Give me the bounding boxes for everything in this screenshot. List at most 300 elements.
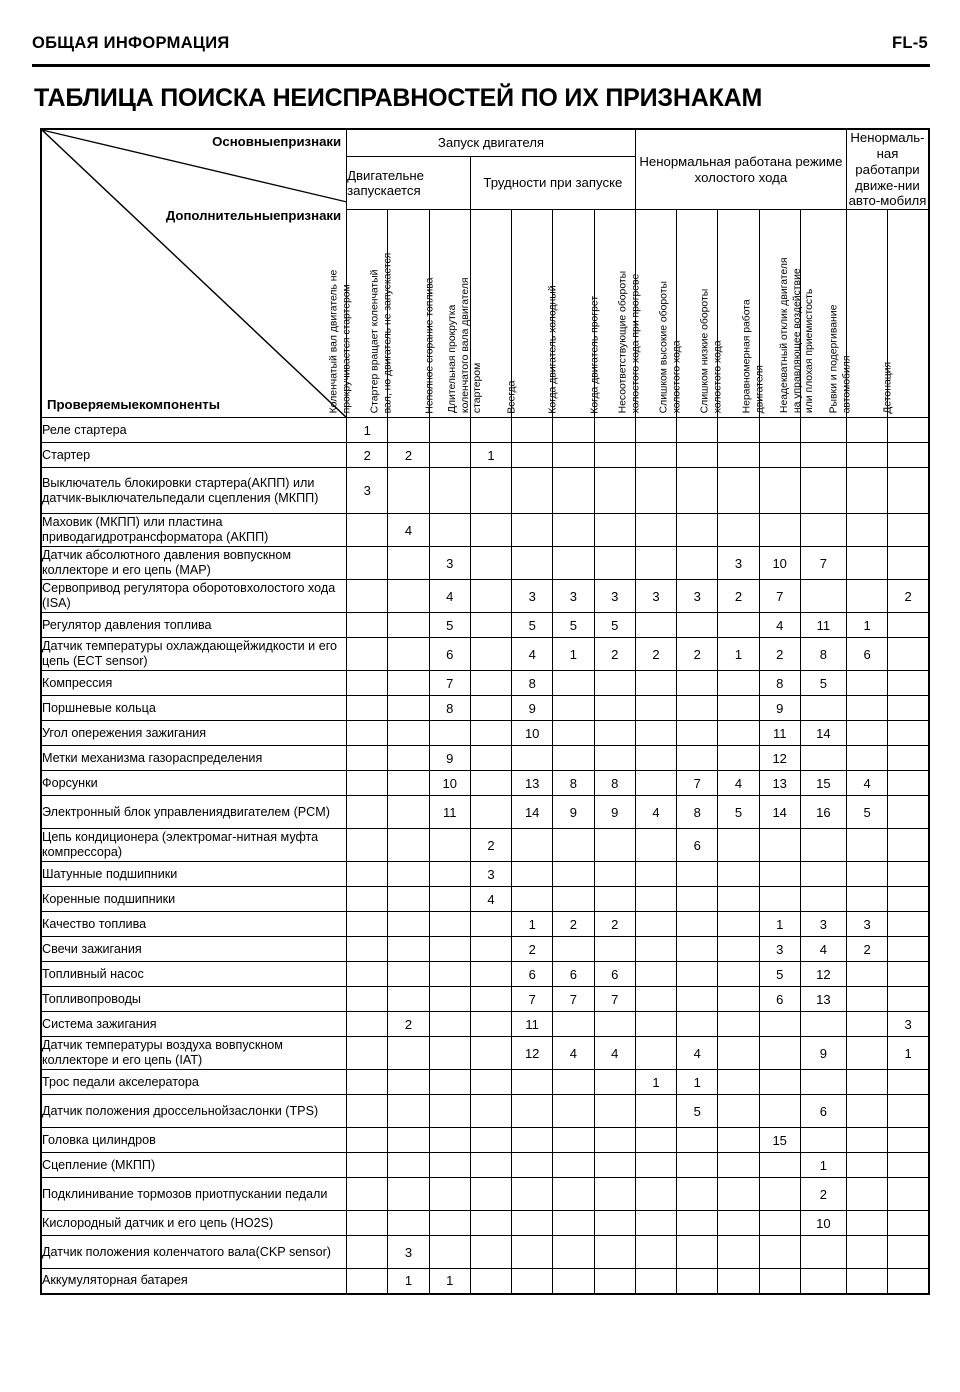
priority-cell [512,443,553,468]
priority-cell [718,696,759,721]
priority-cell: 5 [429,613,470,638]
header-row-groups [41,129,929,157]
priority-cell [594,1178,635,1211]
priority-cell [553,746,594,771]
priority-cell: 13 [759,771,800,796]
priority-cell [888,638,929,671]
priority-cell: 7 [759,580,800,613]
priority-cell: 1 [800,1153,846,1178]
priority-cell [429,987,470,1012]
priority-cell [470,937,511,962]
symptom-column-header-6 [547,210,594,418]
priority-cell [635,443,676,468]
priority-cell [677,418,718,443]
priority-cell [347,514,388,547]
priority-cell: 14 [800,721,846,746]
priority-cell [553,829,594,862]
priority-cell [888,829,929,862]
priority-cell [512,1153,553,1178]
priority-cell [888,1236,929,1269]
priority-cell [888,443,929,468]
priority-cell [470,912,511,937]
priority-cell [888,987,929,1012]
priority-cell: 3 [759,937,800,962]
symptom-column-label: Рывки и подергивание автомобиля [828,304,853,414]
priority-cell [759,1178,800,1211]
priority-cell: 5 [553,613,594,638]
priority-cell [888,1178,929,1211]
priority-cell [512,746,553,771]
priority-cell: 3 [718,547,759,580]
priority-cell [718,468,759,514]
priority-cell [388,887,429,912]
priority-cell [759,862,800,887]
priority-cell: 1 [718,638,759,671]
priority-cell: 2 [512,937,553,962]
priority-cell [635,862,676,887]
component-label: Шатунные подшипники [41,862,347,887]
priority-cell [388,1211,429,1236]
page-number: FL-5 [891,34,928,52]
priority-cell [470,771,511,796]
priority-cell [347,1211,388,1236]
priority-cell [553,1211,594,1236]
priority-cell [718,937,759,962]
priority-cell [470,468,511,514]
priority-cell [800,1236,846,1269]
priority-cell [677,514,718,547]
table-row [41,671,929,696]
priority-cell [594,721,635,746]
table-row [41,987,929,1012]
component-label: Датчик положения коленчатого вала(CKP sensor) [41,1236,347,1269]
priority-cell [512,829,553,862]
priority-cell [553,418,594,443]
priority-cell [594,829,635,862]
priority-cell: 2 [470,829,511,862]
priority-cell [470,671,511,696]
priority-cell: 4 [512,638,553,671]
priority-cell [846,696,887,721]
priority-cell: 2 [718,580,759,613]
priority-cell [470,1178,511,1211]
priority-cell [677,696,718,721]
component-label: Выключатель блокировки стартера(АКПП) или датчик-выключательпедали сцепления (МКПП) [41,468,347,514]
priority-cell [429,1012,470,1037]
priority-cell [512,1178,553,1211]
priority-cell: 7 [512,987,553,1012]
priority-cell [759,1012,800,1037]
priority-cell: 3 [388,1236,429,1269]
priority-cell: 4 [388,514,429,547]
priority-cell [553,721,594,746]
priority-cell: 13 [800,987,846,1012]
component-label: Реле стартера [41,418,347,443]
priority-cell: 1 [512,912,553,937]
priority-cell [347,1037,388,1070]
priority-cell [846,962,887,987]
priority-cell: 14 [759,796,800,829]
priority-cell [512,887,553,912]
priority-cell: 6 [677,829,718,862]
priority-cell [347,771,388,796]
priority-cell: 9 [512,696,553,721]
priority-cell [470,1095,511,1128]
priority-cell [800,746,846,771]
priority-cell [553,862,594,887]
priority-cell [759,468,800,514]
priority-cell [677,443,718,468]
priority-cell [635,1128,676,1153]
priority-cell [429,962,470,987]
priority-cell: 6 [594,962,635,987]
priority-cell: 4 [800,937,846,962]
priority-cell: 3 [888,1012,929,1037]
component-label: Сцепление (МКПП) [41,1153,347,1178]
priority-cell [677,1128,718,1153]
priority-cell [594,1070,635,1095]
symptom-column-label: Всегда [506,380,518,414]
priority-cell [594,1012,635,1037]
priority-cell: 10 [800,1211,846,1236]
priority-cell [470,1153,511,1178]
priority-cell [347,796,388,829]
priority-cell [388,771,429,796]
priority-cell [888,418,929,443]
group-header-driving-abnormal: Ненормаль-ная работапри движе-нии авто-мобиля [846,129,929,210]
priority-cell [429,468,470,514]
priority-cell: 5 [677,1095,718,1128]
priority-cell [677,671,718,696]
component-label: Кислородный датчик и его цепь (HO2S) [41,1211,347,1236]
priority-cell [553,1070,594,1095]
priority-cell [635,1211,676,1236]
priority-cell: 3 [470,862,511,887]
group-header-idle-abnormal: Ненормальная работана режиме холостого хода [635,129,846,210]
running-head [0,34,960,53]
symptom-column-label: Несоответствующие обороты холостого хода при прогреве [617,270,642,414]
priority-cell [470,1012,511,1037]
priority-cell [594,443,635,468]
priority-cell [553,1178,594,1211]
priority-cell [635,1236,676,1269]
table-row [41,721,929,746]
priority-cell [888,887,929,912]
priority-cell [470,721,511,746]
table-row [41,547,929,580]
priority-cell [677,912,718,937]
component-label: Метки механизма газораспределения [41,746,347,771]
priority-cell [846,887,887,912]
table-row [41,912,929,937]
priority-cell: 9 [759,696,800,721]
component-label: Датчик положения дроссельнойзаслонки (TPS) [41,1095,347,1128]
priority-cell: 3 [512,580,553,613]
priority-cell [512,862,553,887]
priority-cell: 5 [718,796,759,829]
priority-cell [718,1269,759,1294]
priority-cell [718,1095,759,1128]
priority-cell [635,937,676,962]
priority-cell [759,418,800,443]
priority-cell [677,937,718,962]
priority-cell [594,514,635,547]
priority-cell: 1 [429,1269,470,1294]
priority-cell [512,1269,553,1294]
priority-cell [677,613,718,638]
priority-cell [347,912,388,937]
priority-cell [718,613,759,638]
priority-cell [759,443,800,468]
priority-cell [846,1236,887,1269]
component-label: Датчик температуры охлаждающейжидкости и его цепь (ECT sensor) [41,638,347,671]
priority-cell: 5 [759,962,800,987]
priority-cell [347,547,388,580]
priority-cell [512,1236,553,1269]
priority-cell [800,514,846,547]
priority-cell [888,962,929,987]
priority-cell [635,1269,676,1294]
priority-cell: 10 [512,721,553,746]
priority-cell [429,887,470,912]
table-row [41,862,929,887]
component-label: Трос педали акселератора [41,1070,347,1095]
priority-cell [470,613,511,638]
priority-cell: 9 [800,1037,846,1070]
component-label: Маховик (МКПП) или пластина приводагидротрансформатора (АКПП) [41,514,347,547]
priority-cell [388,987,429,1012]
priority-cell [635,418,676,443]
priority-cell [635,987,676,1012]
symptom-column-label: Слишком высокие обороты холостого хода [658,280,683,414]
priority-cell [718,1153,759,1178]
priority-cell [388,1153,429,1178]
priority-cell [429,1236,470,1269]
priority-cell: 6 [429,638,470,671]
symptom-column-label: Стартер вращает коленчатый вал, но двигатель не запускается [370,252,394,414]
matrix-body [41,418,929,1294]
priority-cell [846,987,887,1012]
matrix-header [41,129,929,418]
priority-cell [388,1070,429,1095]
table-row [41,1153,929,1178]
table-row [41,829,929,862]
component-label: Топливопроводы [41,987,347,1012]
priority-cell [429,514,470,547]
priority-cell [846,1211,887,1236]
priority-cell [388,937,429,962]
priority-cell [718,1178,759,1211]
priority-cell [470,638,511,671]
priority-cell: 3 [347,468,388,514]
priority-cell: 3 [635,580,676,613]
priority-cell: 12 [759,746,800,771]
priority-cell [759,1095,800,1128]
priority-cell [594,1269,635,1294]
table-row [41,1211,929,1236]
priority-cell [846,1037,887,1070]
priority-cell: 8 [759,671,800,696]
symptom-column-label: Неравномерная работа двигателя [741,299,765,414]
priority-cell [800,580,846,613]
priority-cell [429,1037,470,1070]
priority-cell [470,962,511,987]
priority-cell [553,468,594,514]
priority-cell: 5 [594,613,635,638]
table-row [41,468,929,514]
priority-cell: 7 [594,987,635,1012]
priority-cell [512,1095,553,1128]
priority-cell: 10 [429,771,470,796]
priority-cell [470,796,511,829]
priority-cell [888,1269,929,1294]
priority-cell [347,887,388,912]
priority-cell [594,696,635,721]
priority-cell [846,443,887,468]
priority-cell: 11 [759,721,800,746]
priority-cell: 2 [594,912,635,937]
priority-cell [635,514,676,547]
priority-cell: 2 [888,580,929,613]
priority-cell [800,443,846,468]
table-row [41,1037,929,1070]
priority-cell [635,1037,676,1070]
priority-cell [846,1095,887,1128]
priority-cell: 6 [759,987,800,1012]
priority-cell: 4 [759,613,800,638]
symptom-column-label: Когда двигатель прогрет [589,295,601,414]
priority-cell [512,514,553,547]
priority-cell [470,1211,511,1236]
priority-cell [594,547,635,580]
corner-legend-cell [41,129,347,418]
priority-cell [846,468,887,514]
priority-cell [388,468,429,514]
priority-cell [718,418,759,443]
priority-cell [470,1037,511,1070]
table-row [41,1269,929,1294]
priority-cell [388,962,429,987]
priority-cell [635,1012,676,1037]
priority-cell [429,721,470,746]
priority-cell [470,1236,511,1269]
priority-cell [800,1269,846,1294]
priority-cell: 1 [635,1070,676,1095]
table-row [41,580,929,613]
priority-cell [759,829,800,862]
priority-cell [594,1128,635,1153]
priority-cell [553,1128,594,1153]
priority-cell [429,443,470,468]
symptom-column-label: Слишком низкие обороты холостого хода [700,288,724,414]
priority-cell [718,1012,759,1037]
component-label: Датчик температуры воздуха вовпускном коллекторе и его цепь (IAT) [41,1037,347,1070]
priority-cell [635,887,676,912]
priority-cell: 4 [429,580,470,613]
priority-cell [388,696,429,721]
priority-cell [388,613,429,638]
priority-cell [635,468,676,514]
priority-cell: 8 [800,638,846,671]
priority-cell: 3 [594,580,635,613]
priority-cell [388,862,429,887]
priority-cell: 3 [677,580,718,613]
priority-cell [512,547,553,580]
priority-cell [677,1211,718,1236]
priority-cell: 1 [888,1037,929,1070]
priority-cell: 8 [677,796,718,829]
priority-cell [800,696,846,721]
priority-cell [846,418,887,443]
priority-cell [470,1128,511,1153]
priority-cell [429,912,470,937]
priority-cell [677,1012,718,1037]
corner-label-additional-symptoms: Дополнительныепризнаки [165,208,342,223]
priority-cell [800,862,846,887]
priority-cell [635,746,676,771]
priority-cell: 11 [429,796,470,829]
priority-cell: 5 [846,796,887,829]
priority-cell [677,987,718,1012]
priority-cell [347,962,388,987]
priority-cell [429,862,470,887]
priority-cell: 7 [429,671,470,696]
priority-cell [429,1153,470,1178]
priority-cell [846,514,887,547]
priority-cell [388,547,429,580]
priority-cell [888,721,929,746]
priority-cell [888,1153,929,1178]
priority-cell [347,862,388,887]
troubleshooting-table-wrapper [40,128,930,1295]
table-row [41,1128,929,1153]
priority-cell [553,443,594,468]
priority-cell [553,1095,594,1128]
component-label: Регулятор давления топлива [41,613,347,638]
priority-cell [800,418,846,443]
component-label: Электронный блок управлениядвигателем (PCM) [41,796,347,829]
priority-cell: 3 [429,547,470,580]
priority-cell [388,671,429,696]
priority-cell [718,829,759,862]
priority-cell [635,696,676,721]
priority-cell [594,937,635,962]
priority-cell: 11 [800,613,846,638]
component-label: Головка цилиндров [41,1128,347,1153]
priority-cell [470,418,511,443]
table-row [41,696,929,721]
priority-cell: 2 [347,443,388,468]
priority-cell: 15 [759,1128,800,1153]
page-title: ТАБЛИЦА ПОИСКА НЕИСПРАВНОСТЕЙ ПО ИХ ПРИЗНАКАМ [34,84,763,112]
priority-cell [635,613,676,638]
priority-cell [470,746,511,771]
priority-cell [347,1153,388,1178]
priority-cell: 2 [759,638,800,671]
component-label: Форсунки [41,771,347,796]
priority-cell [677,468,718,514]
priority-cell [888,771,929,796]
priority-cell [594,468,635,514]
subgroup-header-engine-no-start: Двигательне запускается [347,157,471,210]
priority-cell [718,514,759,547]
table-row [41,1012,929,1037]
table-row [41,1095,929,1128]
priority-cell [718,721,759,746]
priority-cell [347,1128,388,1153]
component-label: Датчик абсолютного давления вовпускном коллекторе и его цепь (MAP) [41,547,347,580]
priority-cell [759,1211,800,1236]
